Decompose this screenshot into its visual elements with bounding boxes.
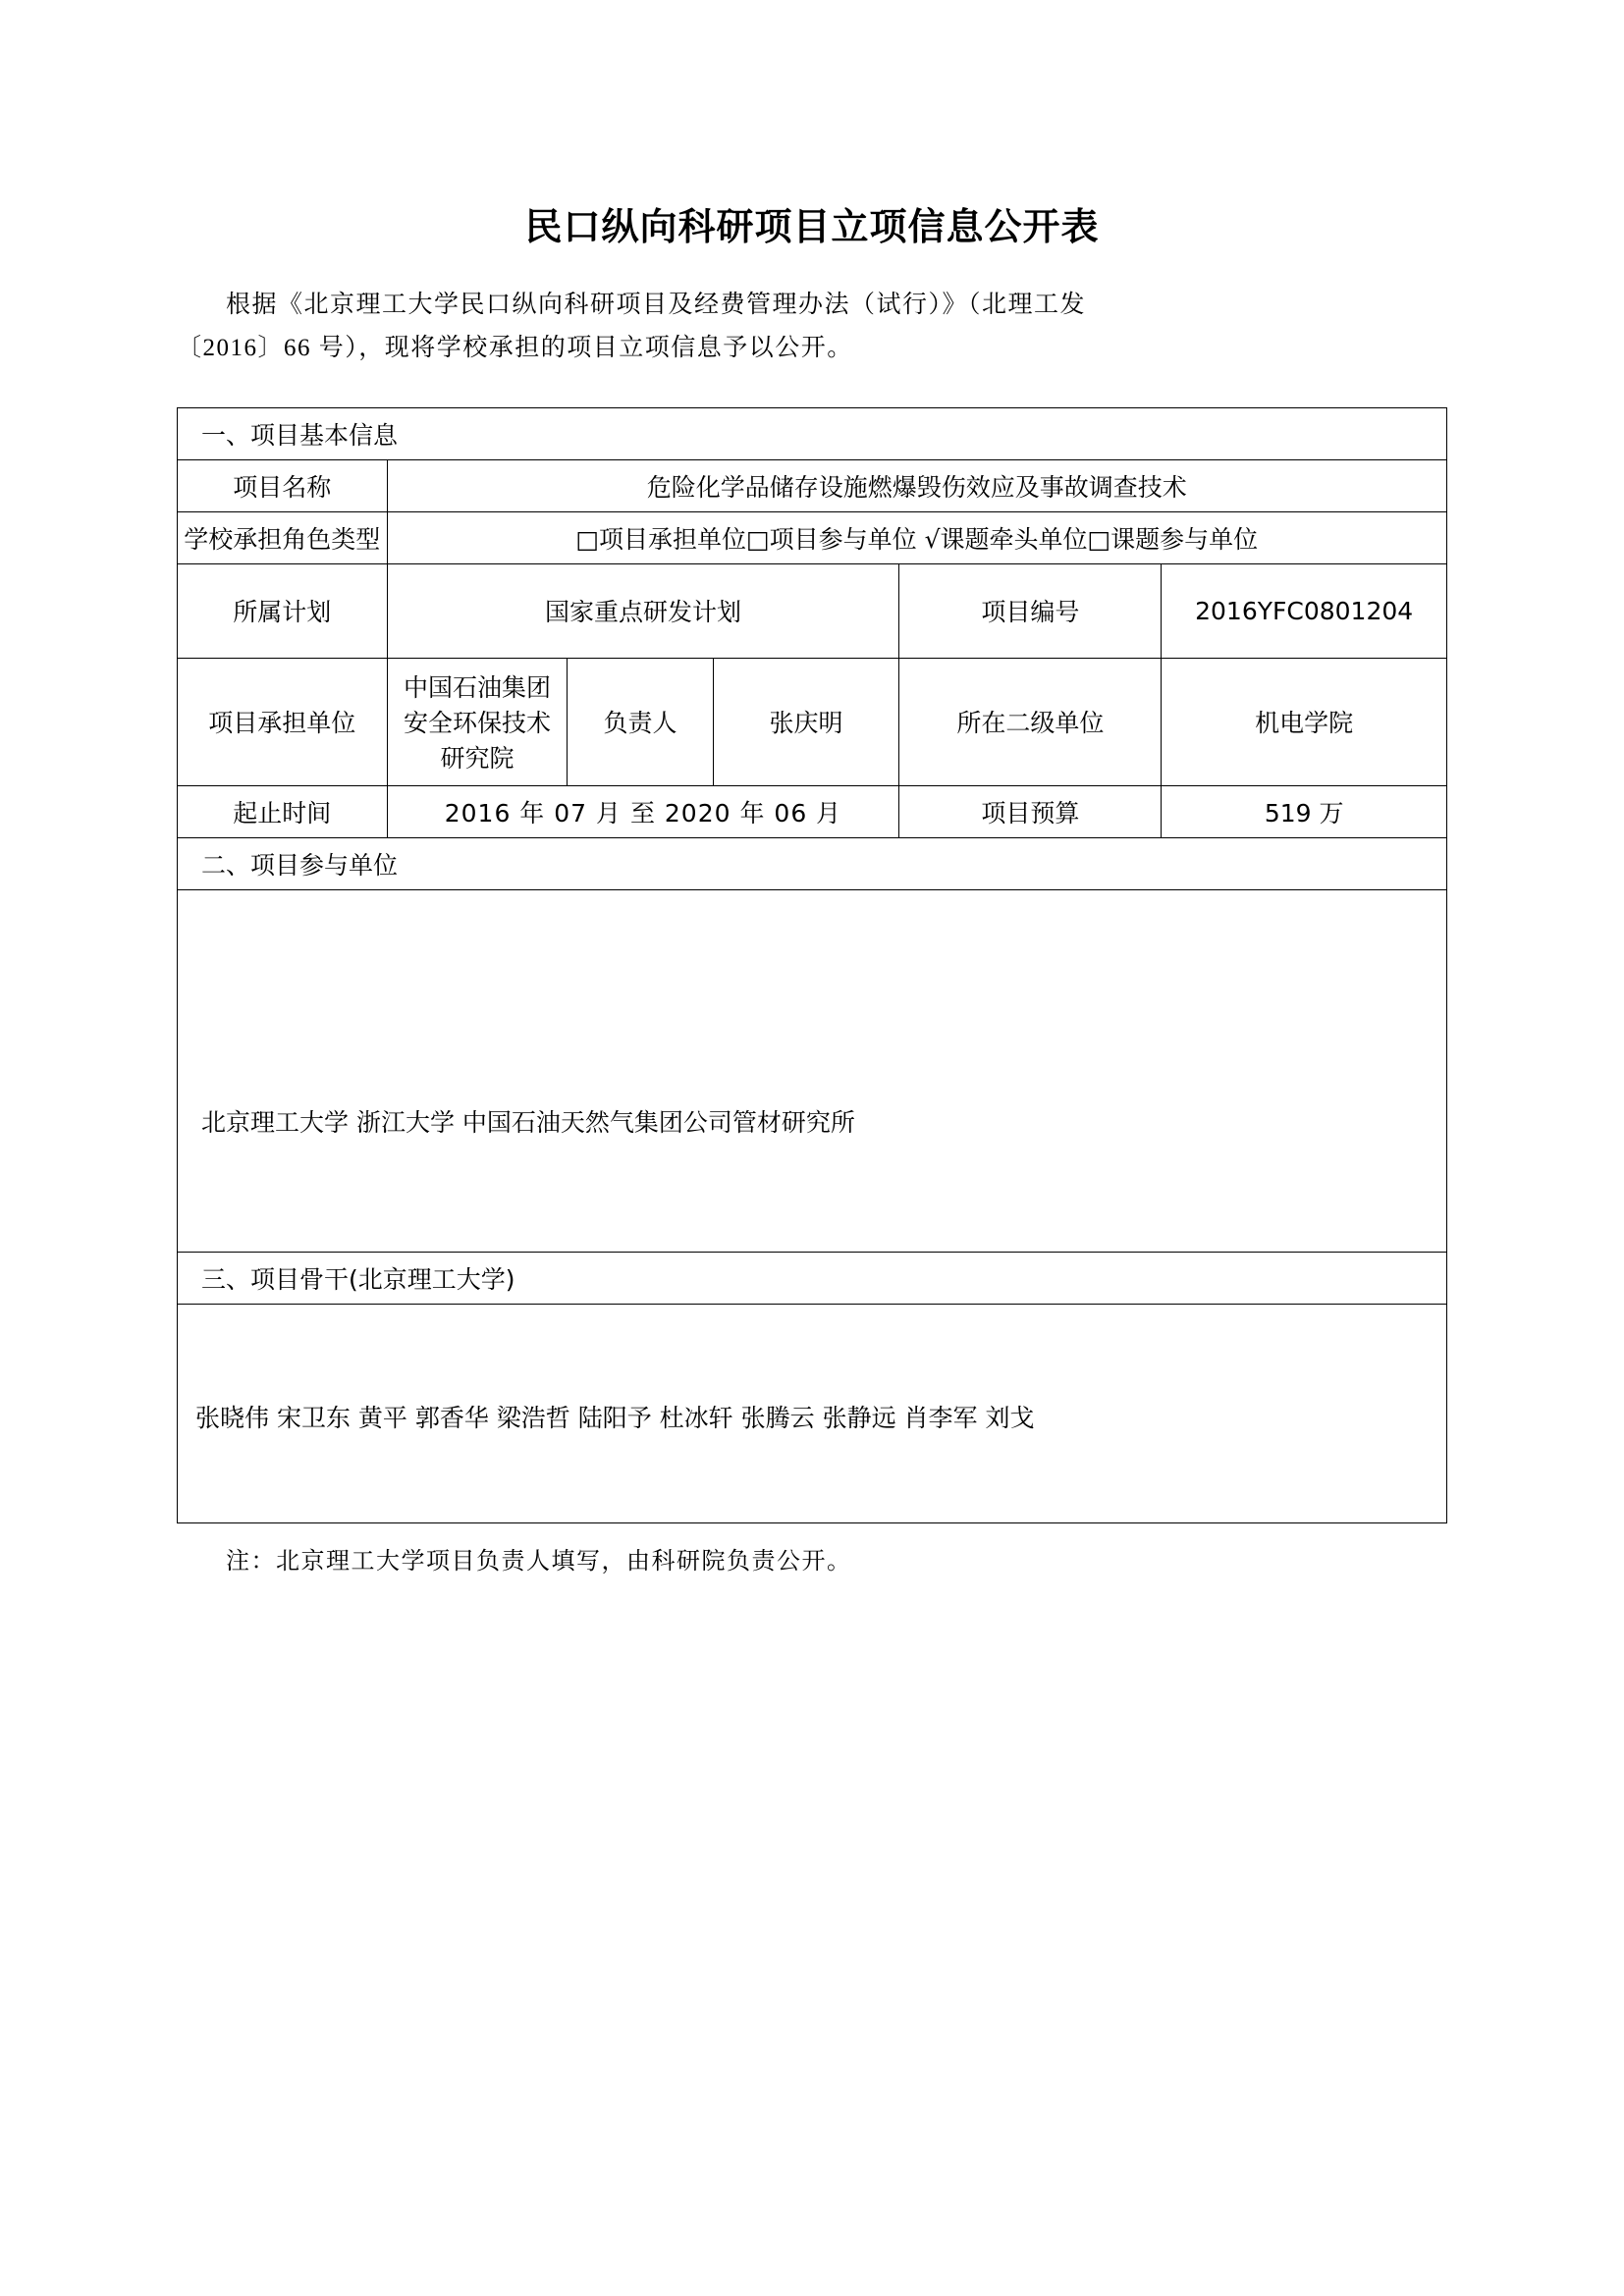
leader-label: 负责人	[568, 658, 713, 785]
undertaking-unit-label: 项目承担单位	[178, 658, 388, 785]
secondary-unit-label: 所在二级单位	[899, 658, 1162, 785]
role-type-label: 学校承担角色类型	[178, 511, 388, 563]
secondary-unit-value: 机电学院	[1162, 658, 1447, 785]
table-row	[178, 1304, 1447, 1522]
project-no-value: 2016YFC0801204	[1162, 563, 1447, 658]
table-row	[178, 837, 1447, 889]
project-name-label: 项目名称	[178, 459, 388, 511]
table-row	[178, 1252, 1447, 1304]
members-value: 张晓伟 宋卫东 黄平 郭香华 梁浩哲 陆阳予 杜冰轩 张腾云 张静远 肖李军 刘戈	[178, 1304, 1447, 1522]
participants-value: 北京理工大学 浙江大学 中国石油天然气集团公司管材研究所	[178, 889, 1447, 1252]
section1-heading: 一、项目基本信息	[178, 407, 1447, 459]
project-info-table	[177, 407, 1447, 1523]
role-type-value: □项目承担单位□项目参与单位 √课题牵头单位□课题参与单位	[387, 511, 1446, 563]
project-name-value: 危险化学品储存设施燃爆毁伤效应及事故调查技术	[387, 459, 1446, 511]
table-row	[178, 658, 1447, 785]
intro-line-2: 〔2016〕66 号），现将学校承担的项目立项信息予以公开。	[177, 334, 853, 361]
plan-value: 国家重点研发计划	[387, 563, 899, 658]
plan-label: 所属计划	[178, 563, 388, 658]
section2-heading: 二、项目参与单位	[178, 837, 1447, 889]
table-row	[178, 889, 1447, 1252]
duration-label: 起止时间	[178, 785, 388, 837]
duration-value: 2016 年 07 月 至 2020 年 06 月	[387, 785, 899, 837]
footer-note: 注：北京理工大学项目负责人填写，由科研院负责公开。	[226, 1548, 852, 1575]
table-row	[178, 563, 1447, 658]
intro-paragraph	[177, 284, 1447, 370]
page-title: 民口纵向科研项目立项信息公开表	[524, 205, 1100, 248]
table-row	[178, 459, 1447, 511]
table-row	[178, 785, 1447, 837]
table-row	[178, 511, 1447, 563]
budget-value: 519 万	[1162, 785, 1447, 837]
budget-label: 项目预算	[899, 785, 1162, 837]
leader-value: 张庆明	[713, 658, 899, 785]
undertaking-unit-value: 中国石油集团安全环保技术研究院	[387, 658, 568, 785]
project-no-label: 项目编号	[899, 563, 1162, 658]
intro-line-1: 根据《北京理工大学民口纵向科研项目及经费管理办法（试行）》（北理工发	[226, 292, 1087, 318]
table-row	[178, 407, 1447, 459]
section3-heading: 三、项目骨干(北京理工大学)	[178, 1252, 1447, 1304]
